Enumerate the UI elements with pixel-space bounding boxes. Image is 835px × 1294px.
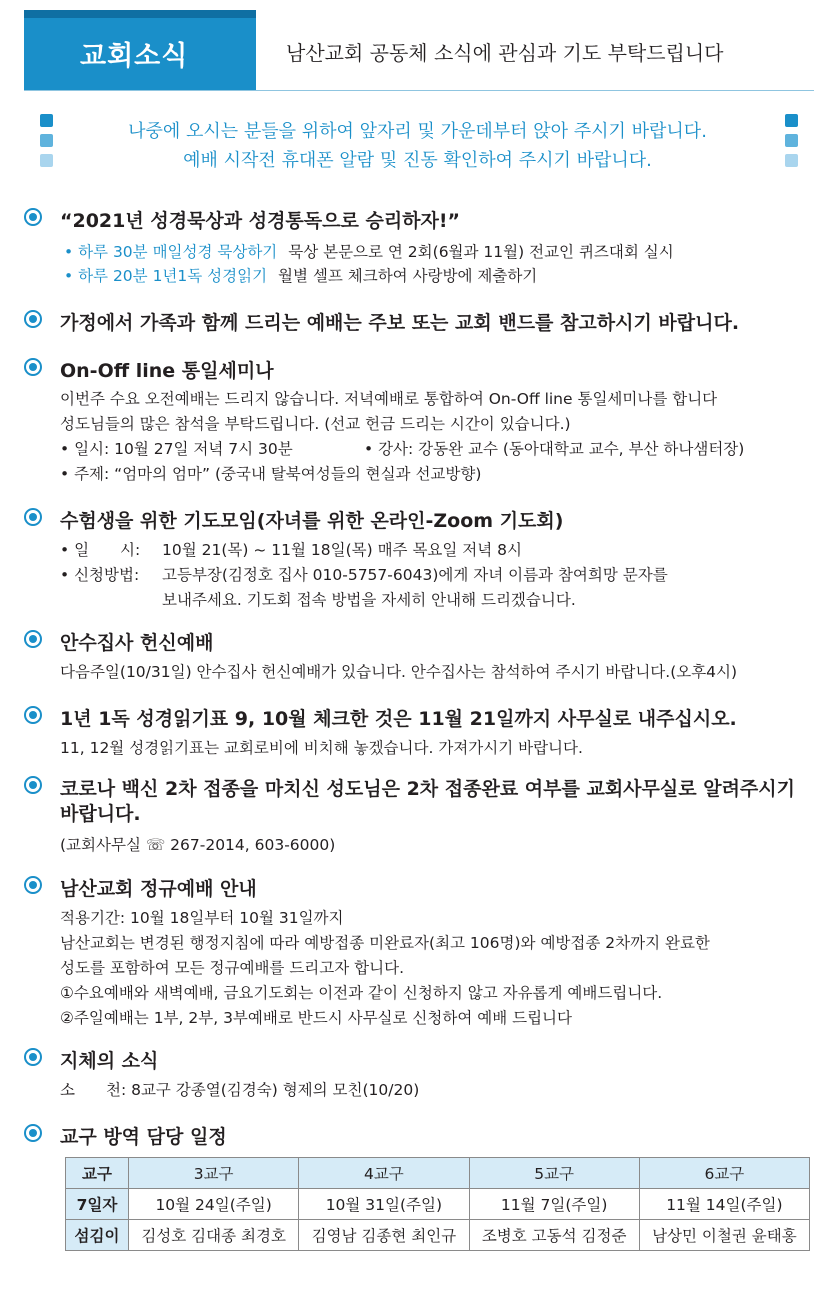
deacon-line-1: 다음주일(10/31일) 안수집사 헌신예배가 있습니다. 안수집사는 참석하여 주시기 바랍니다.(오후4시) bbox=[60, 663, 738, 681]
table-header-cell: 6교구 bbox=[639, 1158, 809, 1189]
table-row bbox=[66, 1220, 810, 1251]
table-cell: 김성호 김대종 최경호 bbox=[129, 1220, 299, 1251]
section-bullet-icon bbox=[24, 706, 42, 724]
table-row bbox=[66, 1189, 810, 1220]
table-cell: 11월 14일(주일) bbox=[639, 1189, 809, 1220]
table-cell: 10월 24일(주일) bbox=[129, 1189, 299, 1220]
section-title: 남산교회 정규예배 안내 bbox=[60, 878, 257, 900]
header-tab bbox=[24, 10, 256, 90]
section-bullet-icon bbox=[24, 508, 42, 526]
regular-worship-line-5: ②주일예배는 1부, 2부, 3부예배로 반드시 사무실로 신청하여 예배 드립니다 bbox=[60, 1009, 572, 1027]
section-title: 지체의 소식 bbox=[60, 1050, 159, 1072]
table-row-header: 섬김이 bbox=[66, 1220, 129, 1251]
section-bullet-icon bbox=[24, 776, 42, 794]
table-header-cell: 3교구 bbox=[129, 1158, 299, 1189]
table-cell: 11월 7일(주일) bbox=[469, 1189, 639, 1220]
header-subtitle: 남산교회 공동체 소식에 관심과 기도 부탁드립니다 bbox=[286, 41, 724, 65]
section-title: 안수집사 헌신예배 bbox=[60, 632, 214, 654]
vaccine-contact: (교회사무실 ☏ 267-2014, 603-6000) bbox=[60, 836, 336, 854]
seminar-speaker: • 강사: 강동완 교수 (동아대학교 교수, 부산 하나샘터장) bbox=[364, 440, 745, 458]
seminar-line-2: 성도님들의 많은 참석을 부탁드립니다. (선교 헌금 드리는 시간이 있습니다.) bbox=[60, 415, 571, 433]
regular-worship-line-4: ①수요예배와 새벽예배, 금요기도회는 이전과 같이 신청하지 않고 자유롭게 예배드립니다. bbox=[60, 984, 663, 1002]
table-header-cell: 5교구 bbox=[469, 1158, 639, 1189]
section-title: 가정에서 가족과 함께 드리는 예배는 주보 또는 교회 밴드를 참고하시기 바랍니다. bbox=[60, 312, 740, 334]
bible-item-1-text: 묵상 본문으로 연 2회(6월과 11월) 전교인 퀴즈대회 실시 bbox=[288, 243, 674, 261]
notice-line-2: 예배 시작전 휴대폰 알람 및 진동 확인하여 주시기 바랍니다. bbox=[183, 150, 652, 171]
section-bullet-icon bbox=[24, 1124, 42, 1142]
table-cell: 김영남 김종현 최인규 bbox=[299, 1220, 469, 1251]
regular-worship-line-1: 적용기간: 10월 18일부터 10월 31일까지 bbox=[60, 909, 344, 927]
exam-period-label: • 일 시: bbox=[60, 541, 141, 559]
seminar-topic: • 주제: “엄마의 엄마” (중국내 탈북여성들의 현실과 선교방향) bbox=[60, 465, 482, 483]
table-cell: 남상민 이철권 윤태홍 bbox=[639, 1220, 809, 1251]
section-title: 1년 1독 성경읽기표 9, 10월 체크한 것은 11월 21일까지 사무실로 내주십시오. bbox=[60, 708, 737, 730]
bible-item-2-text: 월별 셀프 체크하여 사랑방에 제출하기 bbox=[278, 267, 538, 285]
members-line-1: 소 천: 8교구 강종열(김경숙) 형제의 모친(10/20) bbox=[60, 1081, 420, 1099]
section-bullet-icon bbox=[24, 358, 42, 376]
bible-item-2-label: • 하루 20분 1년1독 성경읽기 bbox=[64, 267, 268, 285]
section-title: 수험생을 위한 기도모임(자녀를 위한 온라인-Zoom 기도회) bbox=[60, 510, 564, 532]
section-bullet-icon bbox=[24, 310, 42, 328]
section-title-line-2: 바랍니다. bbox=[60, 803, 141, 825]
header-tab-title: 교회소식 bbox=[80, 41, 189, 72]
section-bullet-icon bbox=[24, 208, 42, 226]
bible-item-1-label: • 하루 30분 매일성경 묵상하기 bbox=[64, 243, 278, 261]
reading-chart-line-1: 11, 12월 성경읽기표는 교회로비에 비치해 놓겠습니다. 가져가시기 바랍니다. bbox=[60, 739, 583, 757]
regular-worship-line-2: 남산교회는 변경된 행정지침에 따라 예방접종 미완료자(최고 106명)와 예방접종 2차까지 완료한 bbox=[60, 934, 710, 952]
table-header-cell: 4교구 bbox=[299, 1158, 469, 1189]
table-row-header: 7일자 bbox=[66, 1189, 129, 1220]
bible-item-2 bbox=[64, 264, 537, 286]
seminar-line-1: 이번주 수요 오전예배는 드리지 않습니다. 저녁예배로 통합하여 On-Off line 통일세미나를 합니다 bbox=[60, 390, 718, 408]
exam-apply-line-2: 보내주세요. 기도회 접속 방법을 자세히 안내해 드리겠습니다. bbox=[162, 591, 576, 609]
section-title-line-1: 코로나 백신 2차 접종을 마치신 성도님은 2차 접종완료 여부를 교회사무실로 알려주시기 bbox=[60, 778, 795, 800]
regular-worship-line-3: 성도를 포함하여 모든 정규예배를 드리고자 합니다. bbox=[60, 959, 404, 977]
section-title: On-Off line 통일세미나 bbox=[60, 360, 274, 382]
page-header bbox=[24, 10, 814, 91]
exam-apply-line-1: 고등부장(김정호 집사 010-5757-6043)에게 자녀 이름과 참여희망 문자를 bbox=[162, 566, 668, 584]
section-bullet-icon bbox=[24, 1048, 42, 1066]
section-bullet-icon bbox=[24, 630, 42, 648]
section-bullet-icon bbox=[24, 876, 42, 894]
table-cell: 10월 31일(주일) bbox=[299, 1189, 469, 1220]
bible-item-1 bbox=[64, 240, 674, 262]
table-header-row bbox=[66, 1158, 810, 1189]
exam-apply-label: • 신청방법: bbox=[60, 566, 140, 584]
seminar-date: • 일시: 10월 27일 저녁 7시 30분 bbox=[60, 440, 293, 458]
schedule-table bbox=[65, 1157, 810, 1251]
notice-line-1: 나중에 오시는 분들을 위하여 앞자리 및 가운데부터 앉아 주시기 바랍니다. bbox=[128, 121, 707, 142]
section-title: 교구 방역 담당 일정 bbox=[60, 1126, 227, 1148]
exam-period: 10월 21(목) ~ 11월 18일(목) 매주 목요일 저녁 8시 bbox=[162, 541, 522, 559]
table-header-cell: 교구 bbox=[66, 1158, 129, 1189]
table-cell: 조병호 고동석 김정준 bbox=[469, 1220, 639, 1251]
section-title: “2021년 성경묵상과 성경통독으로 승리하자!” bbox=[60, 210, 461, 232]
